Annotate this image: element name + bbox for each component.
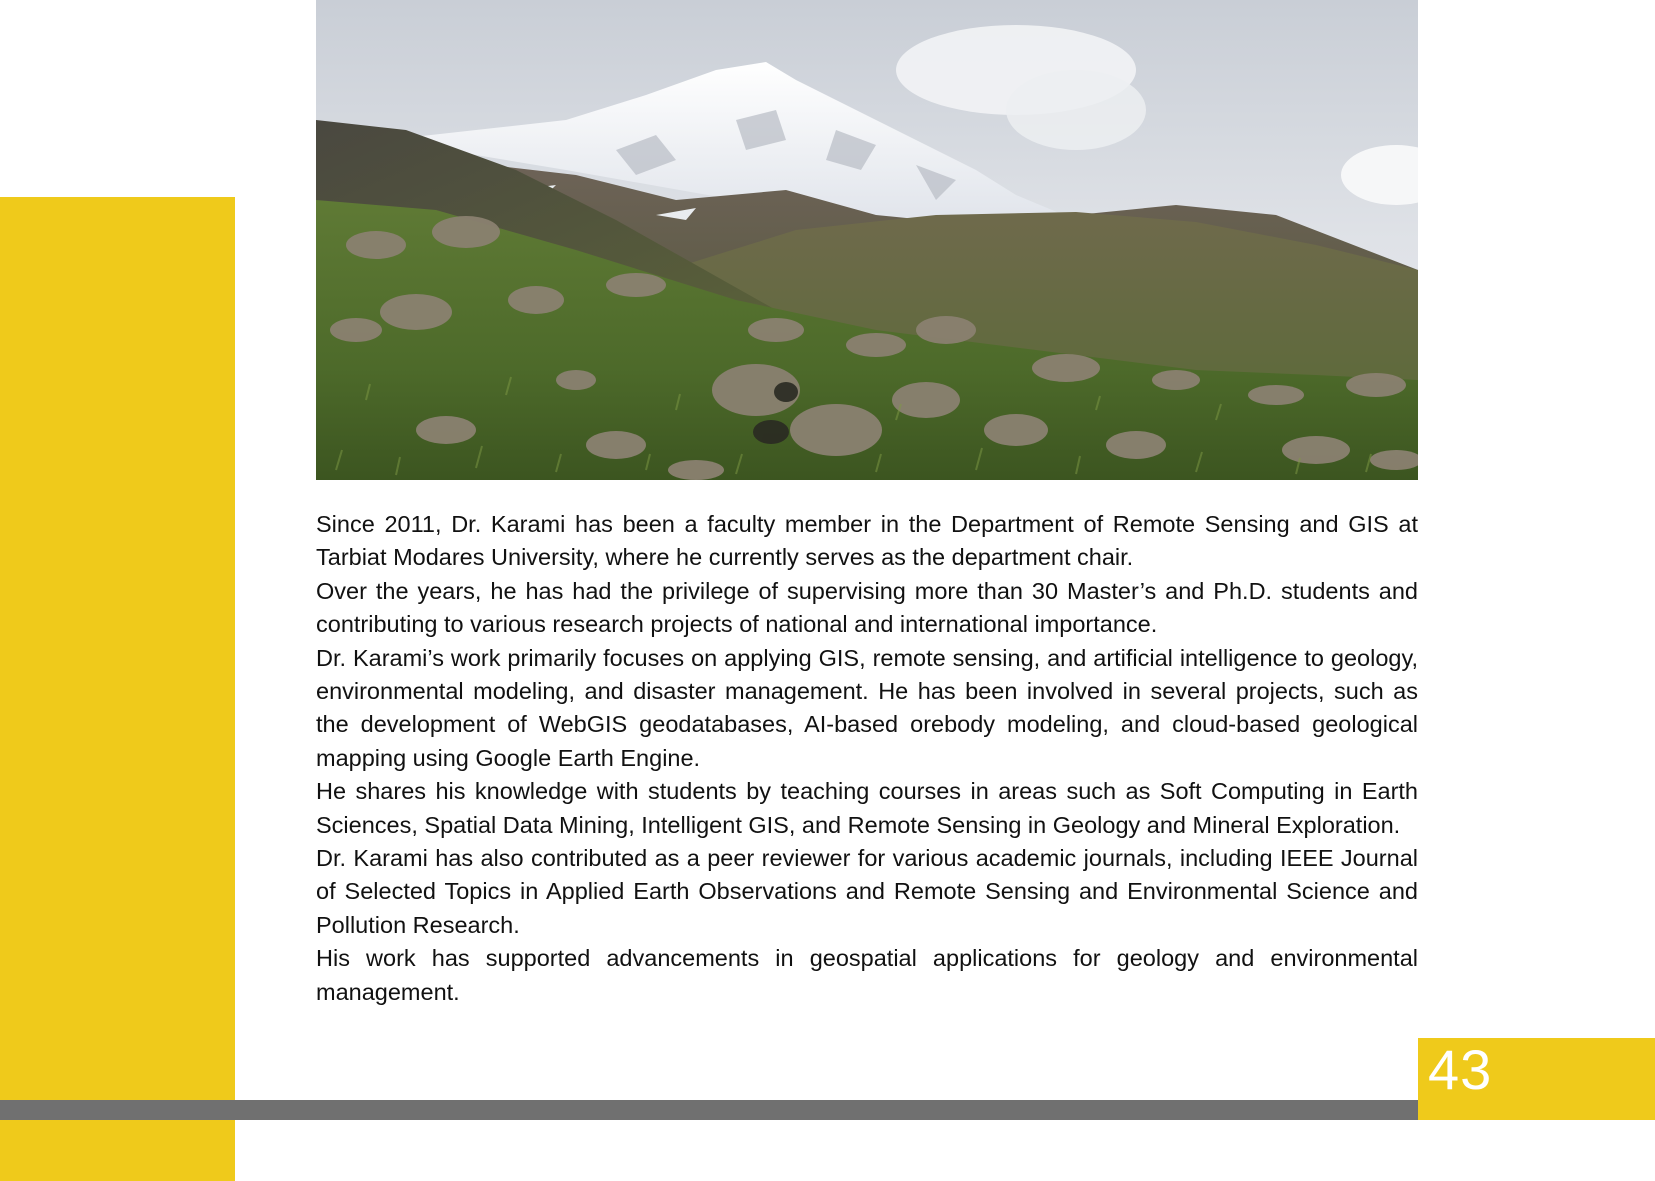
paragraph-research-focus: Dr. Karami’s work primarily focuses on applying GIS, remote sensing, and artificial intelligence to geology, environmental modeling, and disaster management. He has been involved in several projects, such as the development of WebGIS geodatabases, AI-based orebody modeling, and cloud-based geological mapping using Google Earth Engine.	[316, 644, 1418, 771]
paragraph-summary: His work has supported advancements in geospatial applications for geology and environmental management.	[316, 945, 1418, 1005]
decorative-yellow-bar	[0, 197, 235, 1181]
biography-text	[316, 508, 1418, 1009]
paragraph-faculty: Since 2011, Dr. Karami has been a faculty member in the Department of Remote Sensing and GIS at Tarbiat Modares University, where he currently serves as the department chair.	[316, 511, 1418, 571]
paragraph-peer-review: Dr. Karami has also contributed as a peer reviewer for various academic journals, including IEEE Journal of Selected Topics in Applied Earth Observations and Remote Sensing and Environmental Science and Pollution Research.	[316, 845, 1418, 938]
paragraph-supervision: Over the years, he has had the privilege of supervising more than 30 Master’s and Ph.D. students and contributing to various research projects of national and international importance.	[316, 577, 1418, 638]
paragraph-teaching: He shares his knowledge with students by teaching courses in areas such as Soft Computing in Earth Sciences, Spatial Data Mining, Intelligent GIS, and Remote Sensing in Geology and Mineral Exploration.	[316, 778, 1418, 838]
page-number: 43	[1428, 1038, 1493, 1101]
footer-rule	[0, 1100, 1418, 1120]
mountain-photo	[316, 0, 1418, 480]
